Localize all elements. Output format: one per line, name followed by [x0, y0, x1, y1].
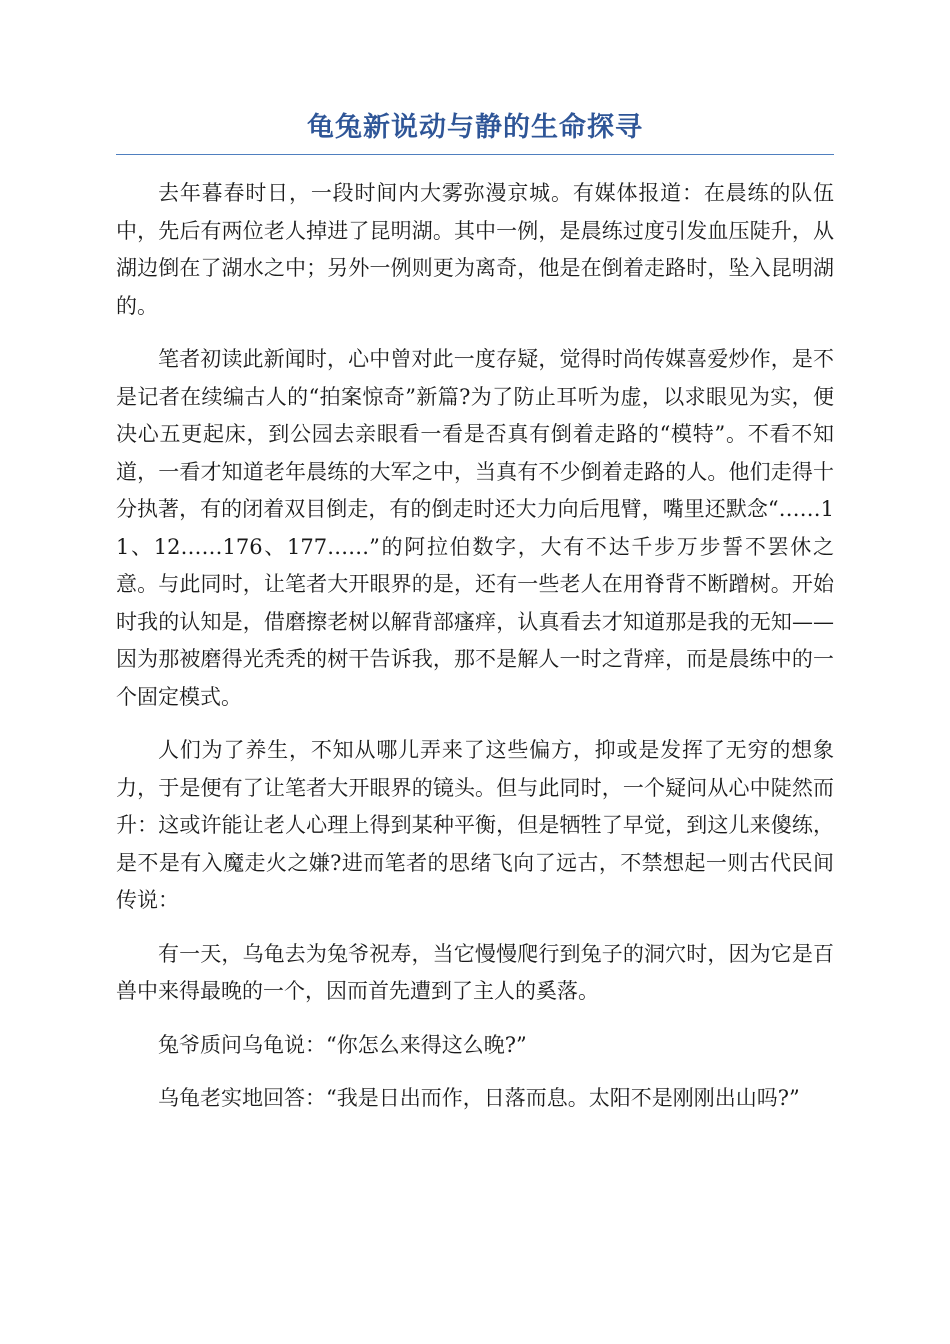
paragraph-3: 人们为了养生，不知从哪儿弄来了这些偏方，抑或是发挥了无穷的想象力，于是便有了让笔者大开眼界的镜头。但与此同时，一个疑问从心中陡然而升：这或许能让老人心理上得到某种平衡，但是牺牲了早觉，到这儿来傻练，是不是有入魔走火之嫌?进而笔者的思绪飞向了远古，不禁想起一则古代民间传说：: [116, 738, 834, 912]
paragraph-1: 去年暮春时日，一段时间内大雾弥漫京城。有媒体报道：在晨练的队伍中，先后有两位老人掉进了昆明湖。其中一例，是晨练过度引发血压陡升，从湖边倒在了湖水之中；另外一例则更为离奇，他是在倒着走路时，坠入昆明湖的。: [116, 181, 834, 318]
paragraph-5: 兔爷质问乌龟说：“你怎么来得这么晚?”: [158, 1032, 527, 1057]
paragraph-2: 笔者初读此新闻时，心中曾对此一度存疑，觉得时尚传媒喜爱炒作，是不是记者在续编古人的“拍案惊奇”新篇?为了防止耳听为虚，以求眼见为实，便决心五更起床，到公园去亲眼看一看是否真有倒着走路的“模特”。不看不知道，一看才知道老年晨练的大军之中，当真有不少倒着走路的人。他们走得十分执著，有的闭着双目倒走，有的倒走时还大力向后甩臂，嘴里还默念“……11、12……176、177……”的阿拉伯数字，大有不达千步万步誓不罢休之意。与此同时，让笔者大开眼界的是，还有一些老人在用脊背不断蹭树。开始时我的认知是，借磨擦老树以解背部瘙痒，认真看去才知道那是我的无知——因为那被磨得光秃秃的树干告诉我，那不是解人一时之背痒，而是晨练中的一个固定模式。: [116, 347, 834, 709]
document-page: [116, 108, 834, 1134]
paragraph-4: 有一天，乌龟去为兔爷祝寿，当它慢慢爬行到兔子的洞穴时，因为它是百兽中来得最晚的一个，因而首先遭到了主人的奚落。: [116, 941, 834, 1003]
document-body: [116, 175, 834, 1118]
document-title: 龟兔新说动与静的生命探寻: [116, 108, 834, 155]
paragraph-6: 乌龟老实地回答：“我是日出而作，日落而息。太阳不是刚刚出山吗?”: [158, 1086, 800, 1110]
